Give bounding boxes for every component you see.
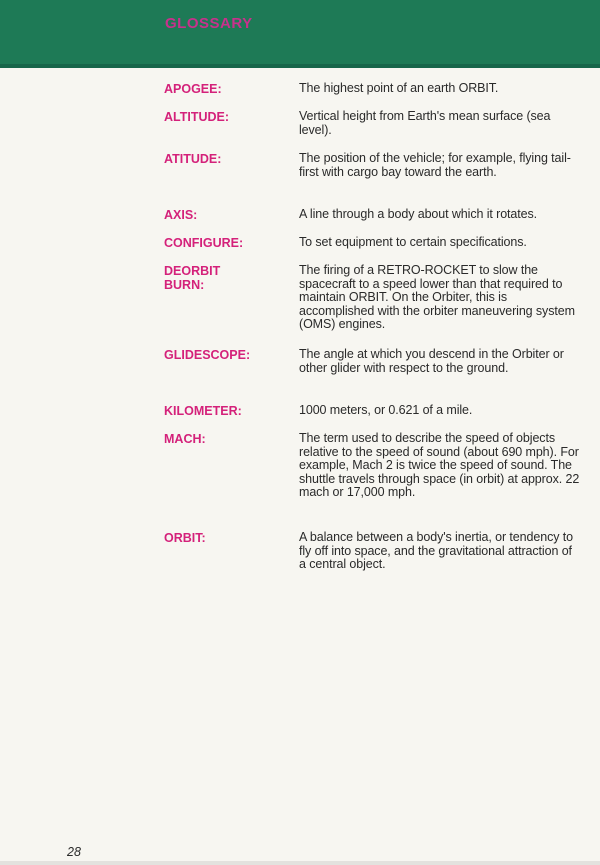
glossary-definition: The term used to describe the speed of objects relative to the speed of sound (about 690 mph). For example, Mach 2 is twice the speed of sound. The shuttle travels through space (in orbit) at approx. 22 mach or 17,000 mph. <box>299 431 580 499</box>
glossary-definition: A balance between a body's inertia, or tendency to fly off into space, and the gravitational attraction of a central object. <box>299 530 573 571</box>
glossary-term: CONFIGURE: <box>164 236 244 250</box>
glossary-term: ORBIT: <box>164 531 206 545</box>
glossary-term: GLIDESCOPE: <box>164 348 251 362</box>
page-number: 28 <box>67 845 81 859</box>
header-band-shadow <box>0 64 600 68</box>
glossary-definition: Vertical height from Earth's mean surface (sea level). <box>299 109 551 137</box>
page-title: GLOSSARY <box>165 15 253 32</box>
glossary-definition: A line through a body about which it rotates. <box>299 207 538 221</box>
glossary-term: MACH: <box>164 432 206 446</box>
glossary-definition: The highest point of an earth ORBIT. <box>299 81 499 95</box>
glossary-definition: 1000 meters, or 0.621 of a mile. <box>299 403 473 417</box>
page-bottom-edge <box>0 861 600 865</box>
glossary-term: DEORBIT BURN: <box>164 264 221 292</box>
glossary-term: ALTITUDE: <box>164 110 230 124</box>
glossary-definition: The position of the vehicle; for example, flying tail-first with cargo bay toward the earth. <box>299 151 571 179</box>
glossary-term: KILOMETER: <box>164 404 242 418</box>
glossary-term: APOGEE: <box>164 82 222 96</box>
glossary-definition: The angle at which you descend in the Orbiter or other glider with respect to the ground. <box>299 347 564 375</box>
glossary-term: AXIS: <box>164 208 198 222</box>
glossary-definition: To set equipment to certain specifications. <box>299 235 527 249</box>
glossary-definition: The firing of a RETRO-ROCKET to slow the spacecraft to a speed lower than that required to maintain ORBIT. On the Orbiter, this is accomplished with the orbiter maneuvering system (OMS) engines. <box>299 263 575 331</box>
header-band <box>0 0 600 68</box>
glossary-term: ATITUDE: <box>164 152 222 166</box>
